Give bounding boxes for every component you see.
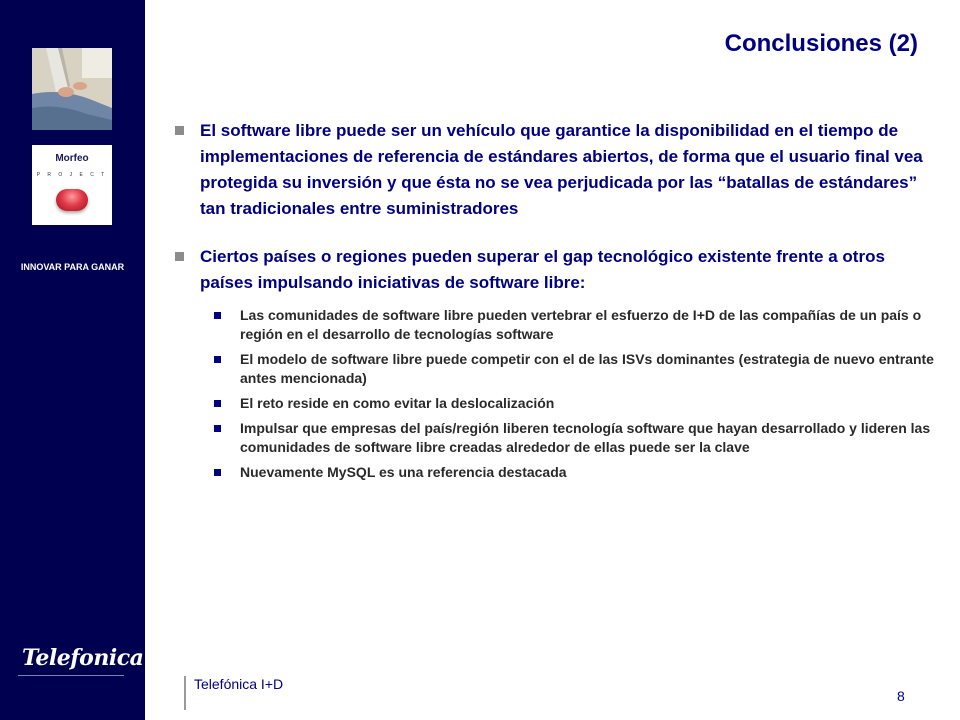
sub-bullet-text: El modelo de software libre puede competir con el de las ISVs dominantes (estrategia de nuevo entrante antes mencionada) — [240, 351, 934, 386]
sub-bullet-text: Impulsar que empresas del país/región liberen tecnología software que hayan desarrollado y lideren las comunidades de software libre creadas alrededor de ellas puede ser la clave — [240, 420, 931, 455]
sub-bullet — [175, 394, 935, 413]
sub-bullet — [175, 350, 935, 388]
sub-bullet-square-icon — [214, 425, 221, 432]
footer-label: Telefónica I+D — [194, 676, 284, 692]
bullet-square-icon — [175, 126, 184, 135]
morfeo-pill-icon — [56, 189, 88, 211]
sub-bullet-square-icon — [214, 469, 221, 476]
sub-bullet-square-icon — [214, 400, 221, 407]
tagline: INNOVAR PARA GANAR — [20, 262, 125, 272]
bullet — [175, 244, 935, 296]
sub-bullet-text: Nuevamente MySQL es una referencia destacada — [240, 464, 567, 480]
sidebar — [0, 0, 145, 720]
sub-bullet — [175, 419, 935, 457]
sub-bullet — [175, 463, 935, 482]
sub-bullet-square-icon — [214, 356, 221, 363]
bullet-text: El software libre puede ser un vehículo que garantice la disponibilidad en el tiempo de implementaciones de referencia de estándares abiertos, de forma que el usuario final vea protegida su inversión y que ésta no se vea perjudicada por las “batallas de estándares” tan tradicionales entre suministradores — [200, 121, 923, 218]
bullet — [175, 118, 935, 222]
sub-bullet-list — [175, 306, 935, 482]
bullet-text: Ciertos países o regiones pueden superar el gap tecnológico existente frente a otros países impulsando iniciativas de software libre: — [200, 247, 885, 292]
bullet-square-icon — [175, 252, 184, 261]
sub-bullet-text: El reto reside en como evitar la deslocalización — [240, 395, 555, 411]
slide-content — [175, 118, 935, 488]
sub-bullet — [175, 306, 935, 344]
sub-bullet-square-icon — [214, 312, 221, 319]
morfeo-project-logo — [32, 145, 112, 225]
morfeo-subtitle: P R O J E C T — [36, 172, 108, 178]
logo-underline — [18, 675, 124, 676]
footer-divider — [184, 676, 186, 710]
laptop-photo — [32, 48, 112, 130]
morfeo-title: Morfeo — [55, 153, 89, 164]
page-number: 8 — [897, 688, 905, 704]
slide-title: Conclusiones (2) — [724, 30, 918, 57]
sub-bullet-text: Las comunidades de software libre pueden vertebrar el esfuerzo de I+D de las compañías de un país o región en el desarrollo de tecnologías software — [240, 307, 922, 342]
telefonica-logo: Telefonica — [22, 645, 144, 671]
